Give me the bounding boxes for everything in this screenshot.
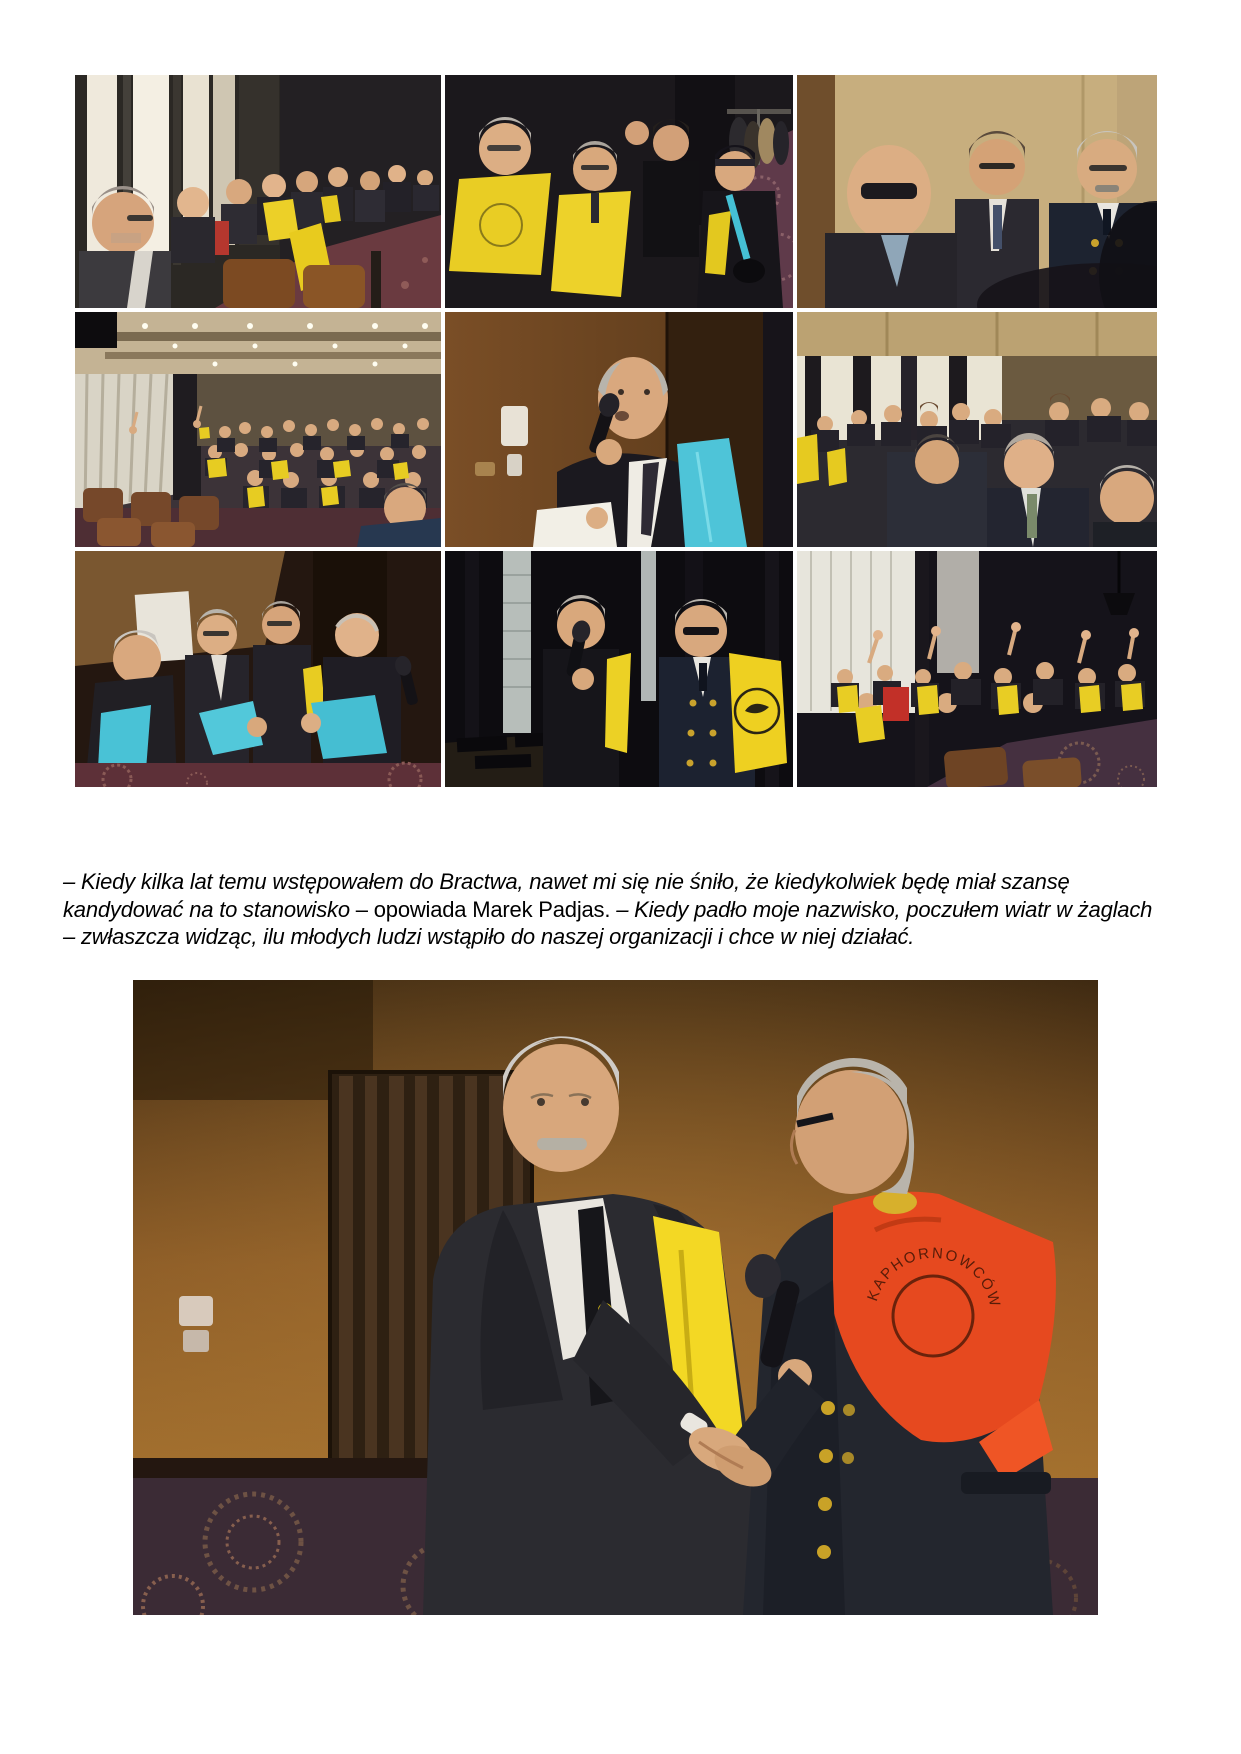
photo-audience-side-view (75, 75, 441, 308)
photo-vote-raised-hands (797, 551, 1157, 787)
cape-logo-text: KAPHORNOWCÓW (864, 1244, 1004, 1310)
photo-yellow-capes-seated (445, 75, 793, 308)
photo-audience-windows (797, 312, 1157, 547)
photo-handshake-red-cape (133, 980, 1098, 1615)
photo-row-3 (75, 551, 1157, 787)
photo-audience-side-view-art (75, 75, 441, 308)
photo-audience-windows-art (797, 312, 1157, 547)
photo-speaker-cyan-cape-art (445, 312, 793, 547)
quote-part-2: – Kiedy padło moje nazwisko, poczułem wiatr w żaglach – zwłaszcza widząc, ilu młodych ludzi wstąpiło do naszej organizacji i chce w niej działać. (63, 896, 1153, 949)
photo-scarf-handover-art (75, 551, 441, 787)
photo-vote-raised-hands-art (797, 551, 1157, 787)
light-switch (179, 1296, 213, 1352)
quote-attribution: – opowiada Marek Padjas. (355, 896, 617, 922)
photo-three-men-closeup (797, 75, 1157, 308)
photo-three-men-closeup-art (797, 75, 1157, 308)
photo-scarf-handover (75, 551, 441, 787)
quote-paragraph (63, 868, 1165, 951)
photo-two-speakers-yellow-capes (445, 551, 793, 787)
photo-hall-wide-shot (75, 312, 441, 547)
photo-handshake-art (133, 980, 1098, 1615)
photo-hall-wide-shot-art (75, 312, 441, 547)
quote-part-1: – Kiedy kilka lat temu wstępowałem do Bractwa, nawet mi się nie śniło, że kiedykolwiek będę miał szansę kandydować na to stanowisko (63, 869, 1070, 922)
red-cape (883, 687, 909, 721)
photo-speaker-cyan-cape (445, 312, 793, 547)
photo-row-2 (75, 312, 1157, 547)
cyan-scarf (311, 695, 387, 759)
photo-row-1 (75, 75, 1157, 308)
photo-grid (75, 75, 1157, 787)
photo-yellow-capes-seated-art (445, 75, 793, 308)
photo-two-speakers-art (445, 551, 793, 787)
